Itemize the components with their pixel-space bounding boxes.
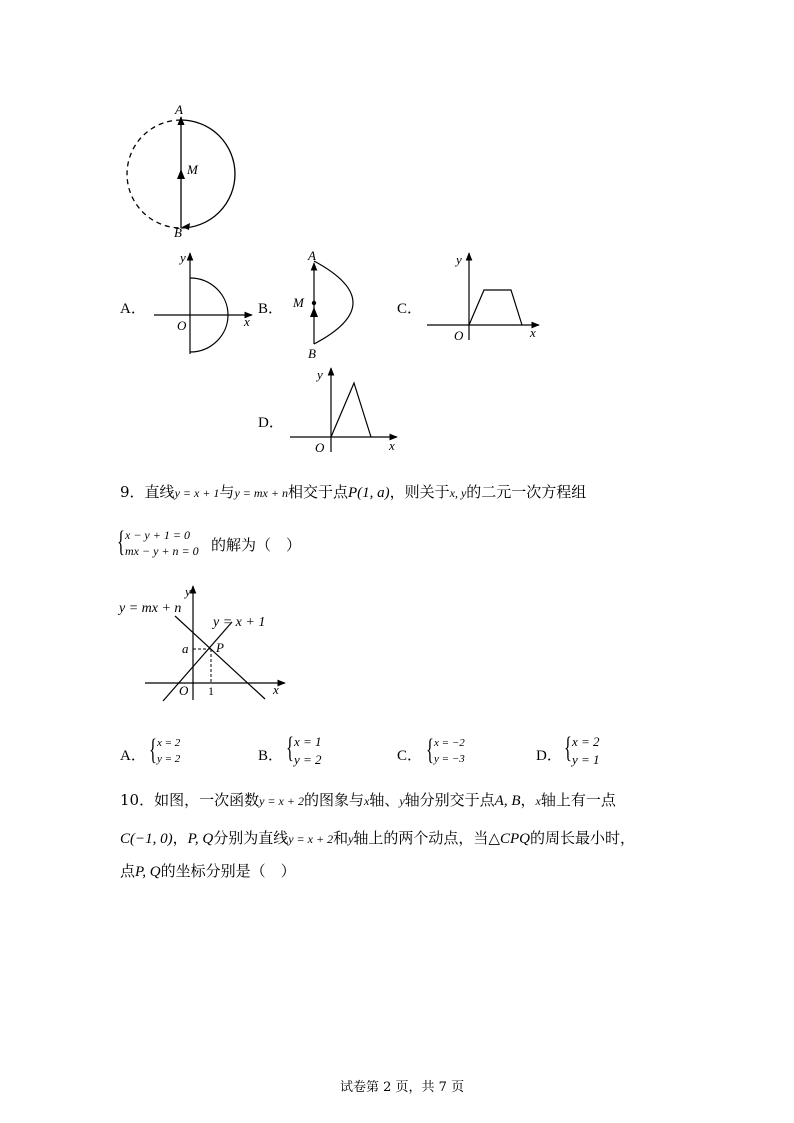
origin-label: O xyxy=(315,440,325,455)
q10-l3-pq: P, Q xyxy=(135,864,161,880)
a-label: a xyxy=(182,641,189,656)
p-label: P xyxy=(216,640,224,655)
q10-line-3 xyxy=(120,861,296,882)
q9-text-1: 直线 xyxy=(144,483,175,501)
triangle-curve xyxy=(331,383,371,437)
label-a: A xyxy=(175,102,183,117)
q9-graph xyxy=(115,582,295,702)
option-row-1: x = −2 xyxy=(434,737,465,749)
option-row-1: x = 2 xyxy=(572,734,600,749)
option-brace: { xyxy=(149,733,157,766)
label-b: B xyxy=(308,346,316,361)
q10-l1-y: y xyxy=(399,794,405,808)
q10-l1-t3: 轴、 xyxy=(369,791,400,809)
option-brace: { xyxy=(426,733,434,766)
q9-option-a-system xyxy=(149,733,209,768)
origin-label: O xyxy=(177,318,187,333)
label-b: B xyxy=(174,225,182,240)
circle-path-figure xyxy=(110,95,250,245)
page-footer: 试卷第 2 页，共 7 页 xyxy=(340,1080,465,1095)
q10-l1-t4: 轴分别交于点 xyxy=(404,791,495,809)
q10-l2-c: C(−1, 0) xyxy=(120,831,173,847)
y-label: y xyxy=(180,250,186,265)
option-brace: { xyxy=(286,731,294,764)
q9-option-d-system xyxy=(564,731,624,768)
label-line-right: y = x + 1 xyxy=(213,615,266,630)
q9-number: 9． xyxy=(120,483,145,501)
q9-equation-system xyxy=(117,525,212,560)
option-b-label: B． xyxy=(258,301,284,317)
q9-line1: y = x + 1 xyxy=(174,486,220,500)
q9-text-4: ，则关于 xyxy=(389,483,450,501)
option-c-label: C． xyxy=(397,301,423,317)
option-row-1: x = 1 xyxy=(294,734,322,749)
q10-line-2 xyxy=(120,828,635,849)
system-brace: { xyxy=(117,525,125,558)
circle-dashed-half xyxy=(127,120,181,228)
label-a: A xyxy=(308,248,316,263)
x-label: x xyxy=(273,682,279,697)
q10-l3-t1: 点 xyxy=(120,862,136,880)
q10-l1-x: x xyxy=(363,794,370,808)
q9-option-b-system xyxy=(286,731,346,768)
q10-l1-t1: 如图，一次函数 xyxy=(154,791,260,809)
y-label: y xyxy=(317,367,323,382)
q9-line2: y = mx + n xyxy=(234,486,288,500)
q10-l2-y: y xyxy=(348,832,354,846)
q9-text-5: 的二元一次方程组 xyxy=(466,483,587,501)
q10-l1-t6: 轴上有一点 xyxy=(540,791,616,809)
q9-option-c-label: C． xyxy=(397,748,423,764)
q10-l1-x2: x xyxy=(535,794,541,808)
option-d-label: D． xyxy=(258,415,284,431)
q10-l1-f: y = x + 2 xyxy=(259,794,304,808)
point-m xyxy=(312,301,316,305)
option-a-label: A． xyxy=(120,301,146,317)
q10-l2-t3: 和 xyxy=(333,829,349,847)
q9-option-b-label: B． xyxy=(258,748,284,764)
origin-label: O xyxy=(454,328,464,343)
q9-text-2: 与 xyxy=(219,483,235,501)
system-row-2: mx − y + n = 0 xyxy=(125,544,199,558)
label-m: M xyxy=(293,295,304,310)
q10-l3-t2: 的坐标分别是（ ） xyxy=(160,862,296,880)
q10-l2-pq: P, Q xyxy=(187,831,214,847)
x-label: x xyxy=(530,325,536,340)
x-label: x xyxy=(389,438,395,453)
q10-l1-t5: ， xyxy=(520,791,536,809)
q10-line-1 xyxy=(120,790,616,811)
line-x-plus-1 xyxy=(163,622,232,701)
option-row-2: y = 1 xyxy=(572,752,600,767)
arrow-head-m xyxy=(177,169,185,179)
label-m: M xyxy=(187,162,198,177)
q10-l2-t5: 的周长最小时， xyxy=(529,829,635,847)
q9-text-3: 相交于点 xyxy=(287,483,348,501)
option-d-graph xyxy=(288,364,403,456)
x-label: x xyxy=(244,314,250,329)
parabola-curve xyxy=(314,261,353,344)
option-row-1: x = 2 xyxy=(157,737,181,749)
trapezoid-curve xyxy=(469,290,522,325)
q10-l2-tri: △CPQ xyxy=(488,831,530,847)
q9-option-c-system xyxy=(426,733,486,768)
q10-l1-t2: 的图象与 xyxy=(303,791,364,809)
option-row-2: y = 2 xyxy=(157,753,181,765)
arrow-head-lower xyxy=(310,307,318,317)
q9-option-a-label: A． xyxy=(120,748,146,764)
q10-l1-ab: A, B xyxy=(494,793,521,809)
q10-l2-t4: 轴上的两个动点，当 xyxy=(353,829,489,847)
q9-option-d-label: D． xyxy=(536,748,562,764)
option-row-2: y = 2 xyxy=(294,752,322,767)
q9-point: P(1, a) xyxy=(347,485,390,501)
system-row-1: x − y + 1 = 0 xyxy=(125,528,190,542)
one-label: 1 xyxy=(208,684,214,698)
arrow-head-b xyxy=(182,223,190,230)
option-brace: { xyxy=(564,731,572,764)
option-a-graph xyxy=(150,248,260,358)
y-label: y xyxy=(185,584,191,599)
option-b-graph xyxy=(290,248,380,363)
y-label: y xyxy=(456,252,462,267)
q10-l2-f: y = x + 2 xyxy=(288,832,334,846)
q9-text-6: 的解为（ ） xyxy=(211,536,302,554)
q10-l2-t1: ， xyxy=(172,829,188,847)
option-c-graph xyxy=(425,248,545,346)
q9-vars: x, y xyxy=(449,486,467,500)
q9-stem xyxy=(120,482,586,503)
q10-l2-t2: 分别为直线 xyxy=(213,829,289,847)
option-row-2: y = −3 xyxy=(434,753,465,765)
origin-label: O xyxy=(179,683,189,698)
label-line-left: y = mx + n xyxy=(119,601,182,616)
q10-number: 10． xyxy=(120,791,155,809)
